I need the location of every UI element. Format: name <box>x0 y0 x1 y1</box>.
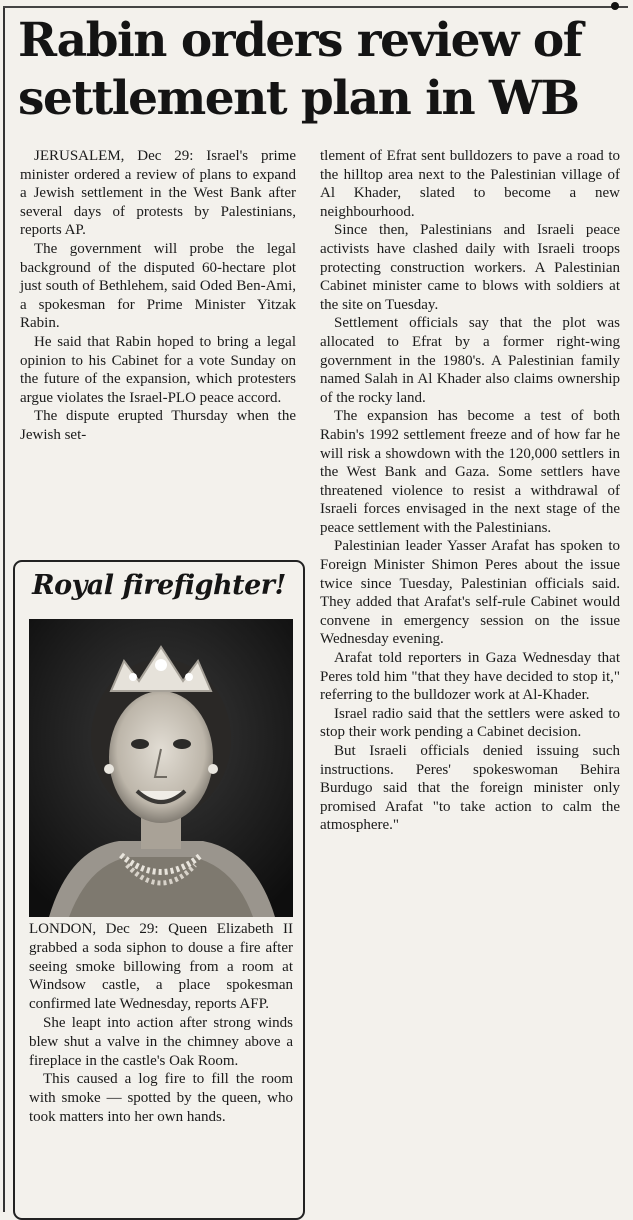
sidebar-box <box>13 560 305 1220</box>
queen-photo <box>29 619 293 917</box>
headline-line-2: settlement plan in WB <box>18 71 579 126</box>
article-paragraph: The expansion has become a test of both Rabin's 1992 settlement freeze and of how far he will risk a showdown with the 120,000 settlers in the West Bank and Gaza. Some settlers have threatened violence to resist a withdrawal of Israeli forces envisaged in the next stage of the peace settlement with the Palestinians. <box>320 408 620 536</box>
sidebar-text <box>29 920 293 1127</box>
article-paragraph: Arafat told reporters in Gaza Wednesday that Peres told him "that they have decided to stop it," referring to the bulldozer work at Al-Khader. <box>320 650 620 704</box>
article-paragraph: The government will probe the legal background of the disputed 60-hectare plot just south of Bethlehem, said Oded Ben-Ami, a spokesman for Prime Minister Yitzak Rabin. <box>20 240 296 332</box>
article-paragraph: Israel radio said that the settlers were asked to stop their work pending a Cabinet decision. <box>320 705 620 741</box>
article-paragraph: Since then, Palestinians and Israeli peace activists have clashed daily with Israeli troops protecting construction workers. A Palestinian Cabinet minister came to blows with soldiers at the site on Tuesday. <box>320 222 620 313</box>
article-paragraph: Palestinian leader Yasser Arafat has spoken to Foreign Minister Shimon Peres about the issue twice since Tuesday, Palestinian officials said. They added that Arafat's self-rule Cabinet would convene in emergency session on the issue Wednesday evening. <box>320 538 620 648</box>
sidebar-paragraph: LONDON, Dec 29: Queen Elizabeth II grabbed a soda siphon to douse a fire after seeing smoke billowing from a room at Windsow castle, a place spokesman confirmed late Wednesday, reports AFP. <box>29 921 293 1013</box>
article-paragraph: The dispute erupted Thursday when the Jewish set- <box>20 408 296 443</box>
sidebar-paragraph: She leapt into action after strong winds blew shut a valve in the chimney above a fireplace in the castle's Oak Room. <box>29 1014 293 1069</box>
article-column-2 <box>320 147 620 835</box>
top-rule <box>3 6 628 8</box>
sidebar-paragraph: This caused a log fire to fill the room with smoke — spotted by the queen, who took matters into her own hands. <box>29 1071 293 1125</box>
left-rule <box>3 8 5 1212</box>
corner-mark <box>611 2 619 10</box>
article-paragraph: But Israeli officials denied issuing such instructions. Peres' spokeswoman Behira Burdugo said that the foreign minister only promised Arafat "to take action to calm the atmosphere." <box>320 743 620 834</box>
sidebar-title: Royal firefighter! <box>32 570 286 601</box>
article-paragraph: tlement of Efrat sent bulldozers to pave a road to the hilltop area next to the Palestinian village of Al Khader, slated to become a new neighbourhood. <box>320 148 620 220</box>
article-paragraph: Settlement officials say that the plot was allocated to Efrat by a former right-wing government in the 1980's. A Palestinian family named Salah in Al Khader also claims ownership of the rocky land. <box>320 315 620 406</box>
article-paragraph: JERUSALEM, Dec 29: Israel's prime minister ordered a review of plans to expand a Jewish settlement in the West Bank after several days of protests by Palestinians, reports AP. <box>20 148 296 239</box>
queen-portrait-image <box>29 619 293 917</box>
article-paragraph: He said that Rabin hoped to bring a legal opinion to his Cabinet for a vote Sunday on the future of the expansion, which protesters argue violates the Israel-PLO peace accord. <box>20 333 296 406</box>
article-column-1 <box>20 147 296 445</box>
headline <box>18 12 618 128</box>
headline-line-1: Rabin orders review of <box>18 13 582 68</box>
